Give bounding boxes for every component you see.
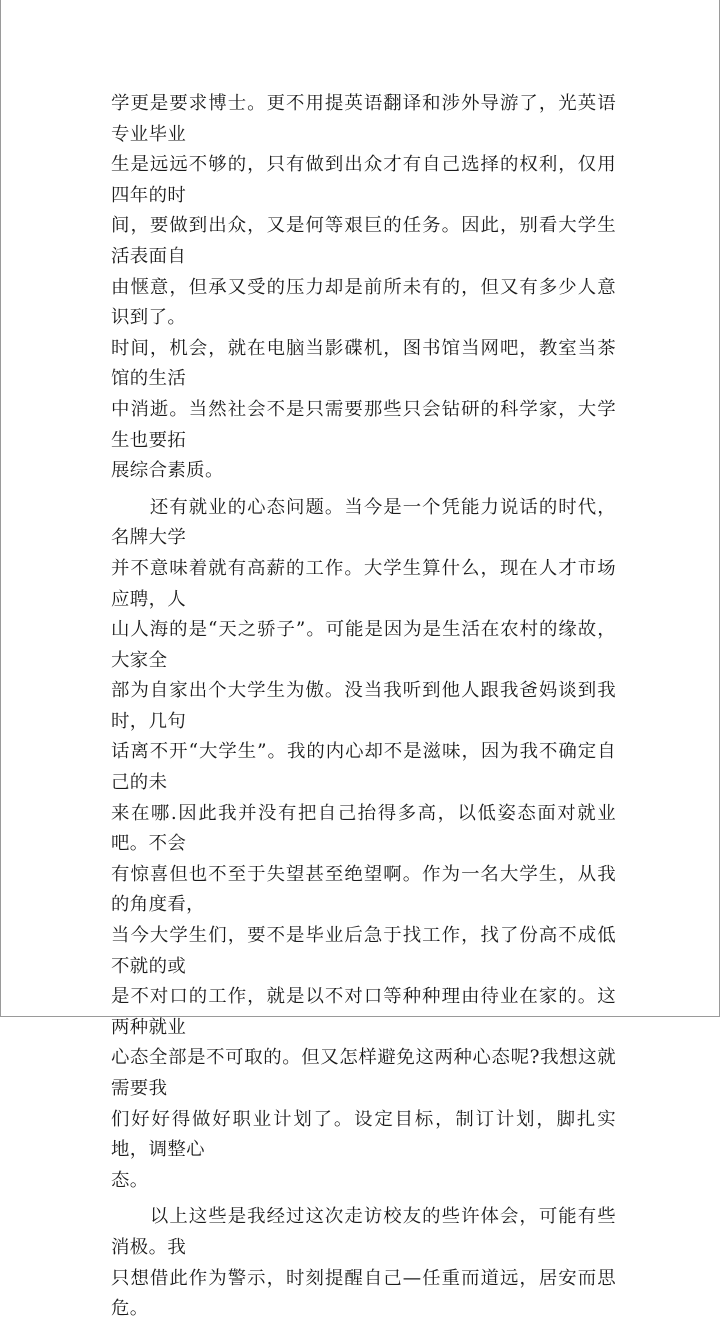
paragraph-2: 还有就业的心态问题。当今是一个凭能力说话的时代，名牌大学 并不意味着就有高薪的工作。大学生算什么，现在人才市场应聘，人 山人海的是“天之骄子”。可能是因为是生活在农村的缘故，大家全 部为自家出个大学生为傲。没当我听到他人跟我爸妈谈到我时，几句 话离不开“大学生”。我的内心却不是滋味，因为我不确定自己的未 来在哪.因此我并没有把自己抬得多高，以低姿态面对就业吧。不会 有惊喜但也不至于失望甚至绝望啊。作为一名大学生，从我的角度看， 当今大学生们，要不是毕业后急于找工作，找了份高不成低不就的或 是不对口的工作，就是以不对口等种种理由待业在家的。这两种就业 心态全部是不可取的。但又怎样避免这两种心态呢?我想这就需要我 们好好得做好职业计划了。设定目标，制订计划，脚扎实地，调整心 态。 bbox=[111, 496, 616, 1191]
paragraph-1: 学更是要求博士。更不用提英语翻译和涉外导游了，光英语专业毕业 生是远远不够的，只有做到出众才有自己选择的权利，仅用四年的时 间，要做到出众，又是何等艰巨的任务。因此，别看大学生活表面自 由惬意，但承又受的压力却是前所未有的，但又有多少人意识到了。 时间，机会，就在电脑当影碟机，图书馆当网吧，教室当茶馆的生活 中消逝。当然社会不是只需要那些只会钻研的科学家，大学生也要拓 展综合素质。 bbox=[111, 93, 616, 482]
document-body bbox=[111, 89, 616, 1325]
paragraph-3: 以上这些是我经过这次走访校友的些许体会，可能有些消极。我 只想借此作为警示，时刻提醒自己—任重而道远，居安而思危。 bbox=[111, 1206, 616, 1320]
